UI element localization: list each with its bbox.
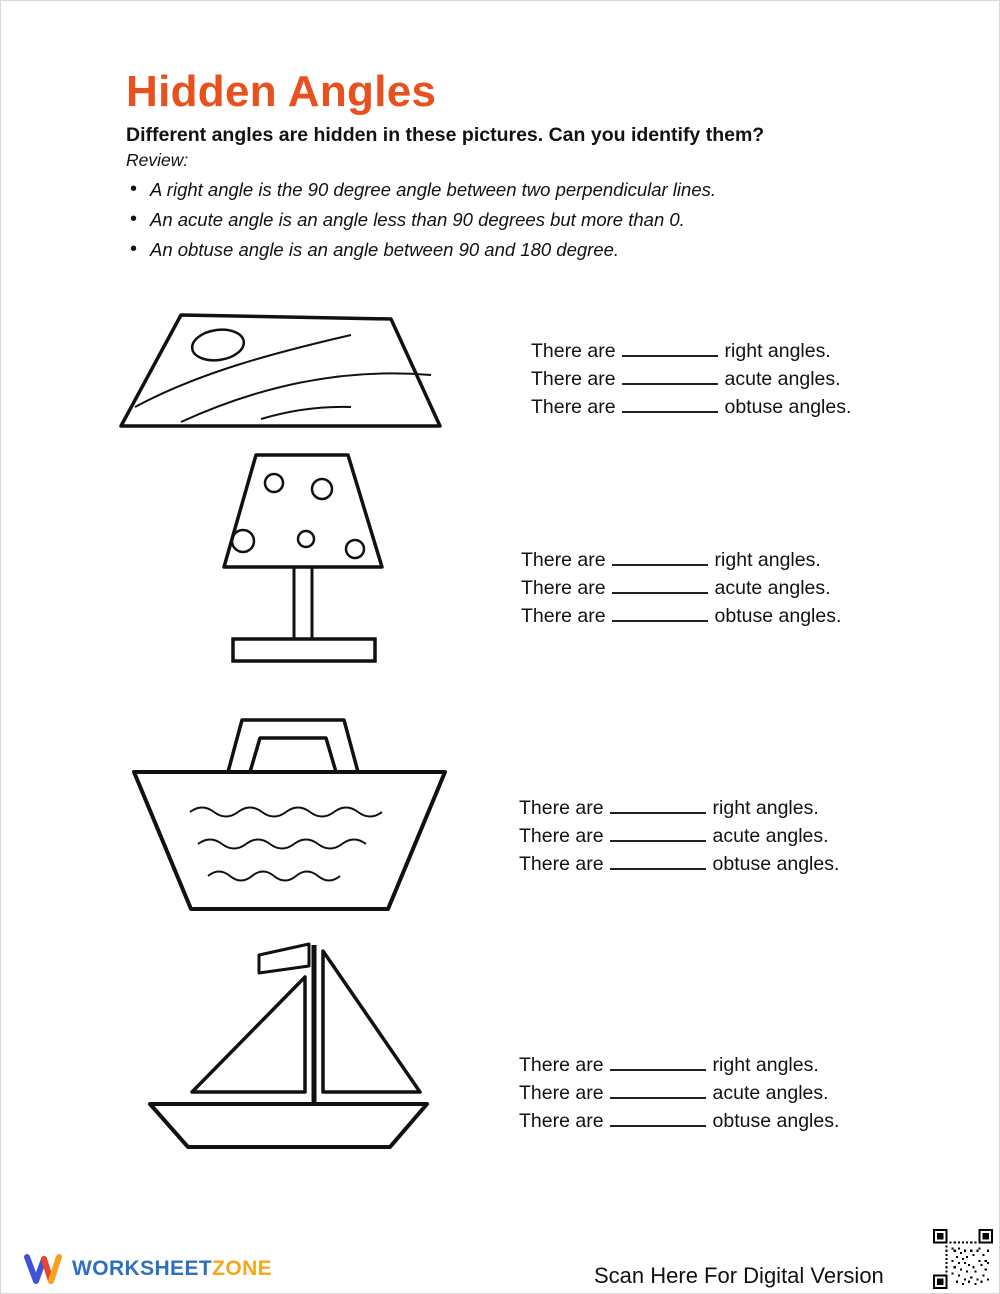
question-prefix: There are (531, 368, 616, 390)
answer-blank (610, 797, 706, 814)
answer-blank (612, 577, 708, 594)
brand-name-primary: WORKSHEET (72, 1257, 213, 1280)
question-suffix: right angles. (712, 1054, 819, 1076)
brand-logo (23, 1251, 272, 1287)
question-suffix: acute angles. (712, 1082, 829, 1104)
review-item-obtuse-angle: • An obtuse angle is an angle between 90 and 180 degree. (128, 239, 848, 261)
question-block-lamp (521, 546, 841, 630)
question-prefix: There are (521, 549, 606, 571)
question-prefix: There are (519, 1110, 604, 1132)
sailboat-icon (142, 939, 432, 1155)
question-prefix: There are (519, 1082, 604, 1104)
qr-code (933, 1229, 993, 1289)
question-line (531, 365, 851, 393)
question-line (519, 794, 839, 822)
question-line (519, 822, 839, 850)
question-block-basket (519, 794, 839, 878)
question-prefix: There are (521, 577, 606, 599)
question-line (521, 574, 841, 602)
map-icon (113, 307, 448, 433)
question-line (521, 602, 841, 630)
answer-blank (622, 368, 718, 385)
question-block-map (531, 337, 851, 421)
answer-blank (610, 1082, 706, 1099)
question-suffix: obtuse angles. (712, 853, 840, 875)
answer-blank (610, 853, 706, 870)
scan-label: Scan Here For Digital Version (594, 1263, 884, 1288)
worksheetzone-logo-icon (23, 1251, 63, 1287)
question-line (519, 850, 839, 878)
question-line (521, 546, 841, 574)
question-prefix: There are (521, 605, 606, 627)
map-figure (113, 307, 448, 433)
question-suffix: right angles. (724, 340, 831, 362)
question-suffix: right angles. (714, 549, 821, 571)
question-line (519, 1051, 839, 1079)
answer-blank (612, 549, 708, 566)
answer-blank (610, 1110, 706, 1127)
subtitle: Different angles are hidden in these pictures. Can you identify them? (126, 124, 765, 146)
answer-blank (622, 396, 718, 413)
question-suffix: right angles. (712, 797, 819, 819)
brand-name (72, 1257, 272, 1281)
question-suffix: obtuse angles. (712, 1110, 840, 1132)
question-line (519, 1079, 839, 1107)
question-line (531, 337, 851, 365)
sailboat-figure (142, 939, 432, 1155)
question-prefix: There are (519, 853, 604, 875)
question-prefix: There are (519, 825, 604, 847)
question-block-sailboat (519, 1051, 839, 1135)
review-item-acute-angle: • An acute angle is an angle less than 90 degrees but more than 0. (128, 209, 848, 231)
question-line (519, 1107, 839, 1135)
answer-blank (610, 825, 706, 842)
lamp-icon (206, 451, 401, 675)
question-prefix: There are (531, 340, 616, 362)
question-suffix: obtuse angles. (714, 605, 842, 627)
question-prefix: There are (519, 1054, 604, 1076)
answer-blank (622, 340, 718, 357)
basket-figure (128, 712, 451, 914)
question-suffix: acute angles. (724, 368, 841, 390)
brand-name-secondary: ZONE (212, 1257, 273, 1280)
review-label: Review: (126, 150, 189, 170)
question-line (531, 393, 851, 421)
question-suffix: acute angles. (712, 825, 829, 847)
question-prefix: There are (531, 396, 616, 418)
review-list (128, 179, 848, 269)
lamp-figure (206, 451, 401, 675)
basket-icon (128, 712, 451, 914)
page-title: Hidden Angles (126, 67, 437, 116)
answer-blank (610, 1054, 706, 1071)
answer-blank (612, 605, 708, 622)
question-prefix: There are (519, 797, 604, 819)
question-suffix: obtuse angles. (724, 396, 852, 418)
question-suffix: acute angles. (714, 577, 831, 599)
review-item-right-angle: • A right angle is the 90 degree angle between two perpendicular lines. (128, 179, 848, 201)
